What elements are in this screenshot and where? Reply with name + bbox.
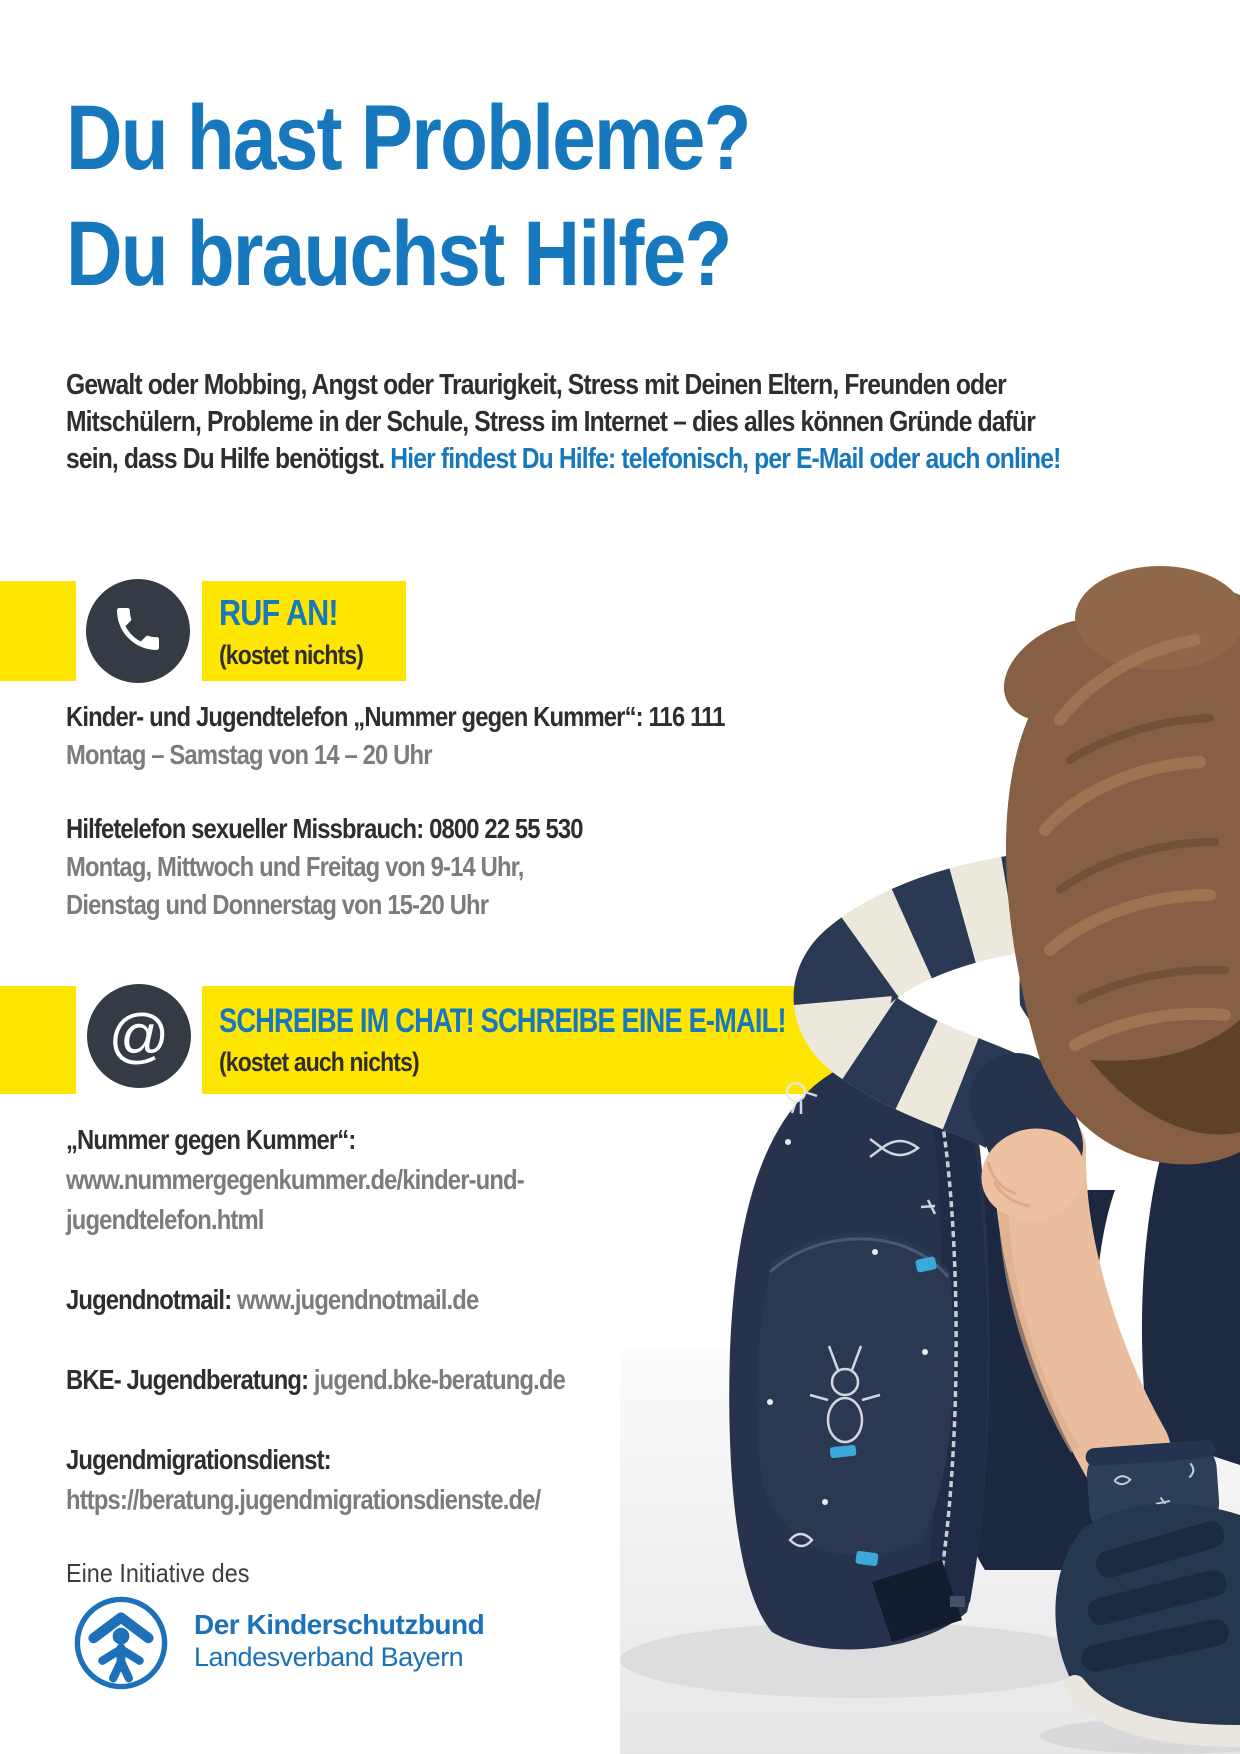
call-icon-circle — [86, 579, 190, 683]
call-entry-hours: Montag, Mittwoch und Freitag von 9-14 Uhr, — [66, 851, 524, 882]
org-subtitle: Landesverband Bayern — [194, 1642, 464, 1672]
call-banner-title: RUF AN! — [219, 591, 338, 633]
kinderschutzbund-logo — [72, 1594, 170, 1692]
child-photo-illustration — [620, 500, 1240, 1754]
link-entry — [66, 1120, 610, 1240]
logo-text — [194, 1608, 484, 1674]
write-entries — [66, 1120, 610, 1560]
link-entry-url: www.jugendnotmail.de — [237, 1284, 479, 1315]
link-entry — [66, 1360, 610, 1400]
link-entry-label: Jugendmigrationsdienst: — [66, 1444, 331, 1475]
write-banner-title: SCHREIBE IM CHAT! SCHREIBE EINE E-MAIL! — [219, 1002, 786, 1040]
link-entry — [66, 1280, 610, 1320]
link-entry — [66, 1440, 610, 1520]
call-entry-label: Kinder- und Jugendtelefon „Nummer gegen Kummer“: 116 111 — [66, 701, 725, 732]
backpack — [729, 1045, 989, 1649]
write-banner-subtitle: (kostet auch nichts) — [219, 1047, 419, 1077]
intro-paragraph — [66, 367, 1061, 478]
write-icon-circle — [87, 984, 191, 1088]
shoe — [1055, 1504, 1240, 1740]
call-banner-subtitle: (kostet nichts) — [219, 639, 364, 670]
call-entry-hours: Montag – Samstag von 14 – 20 Uhr — [66, 739, 432, 770]
initiative-text: Eine Initiative des — [66, 1558, 250, 1588]
call-entry-label: Hilfetelefon sexueller Missbrauch: 0800 22 55 530 — [66, 813, 583, 844]
intro-text-blue: Hier findest Du Hilfe: telefonisch, per E-Mail oder auch online! — [390, 443, 1061, 475]
org-name: Der Kinderschutzbund — [194, 1609, 485, 1640]
intro-text-dark: Gewalt oder Mobbing, Angst oder Traurigkeit, Stress mit Deinen Eltern, Freunden oder Mitschülern, Probleme in der Schule, Stress im Internet – dies alles können Gründe dafür sein, dass Du Hilfe benötigst. — [66, 369, 1035, 475]
phone-icon — [110, 601, 166, 662]
headline-line2: Du brauchst Hilfe? — [66, 203, 731, 305]
link-entry-url: https://beratung.jugendmigrationsdienste.de/ — [66, 1484, 541, 1515]
link-entry-label: „Nummer gegen Kummer“: — [66, 1124, 356, 1155]
link-entry-url: jugend.bke-beratung.de — [313, 1364, 565, 1395]
call-banner — [202, 581, 406, 681]
link-entry-label: Jugendnotmail: — [66, 1284, 232, 1315]
yellow-stub-call — [0, 581, 76, 681]
link-entry-url: www.nummergegenkummer.de/kinder-und-jugendtelefon.html — [66, 1164, 524, 1235]
headline-line1: Du hast Probleme? — [66, 87, 750, 189]
yellow-stub-write — [0, 986, 76, 1094]
call-entry-hours: Dienstag und Donnerstag von 15-20 Uhr — [66, 889, 489, 920]
link-entry-label: BKE- Jugendberatung: — [66, 1364, 309, 1395]
headline — [66, 80, 750, 312]
at-icon: @ — [108, 1002, 170, 1069]
